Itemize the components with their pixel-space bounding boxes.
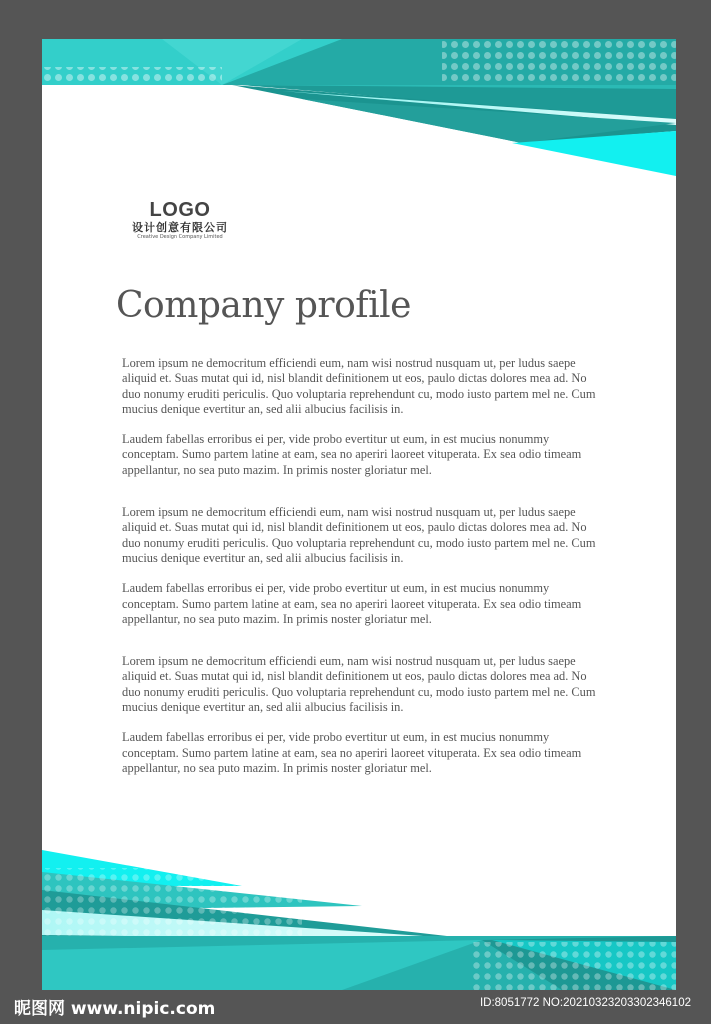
paragraph: Lorem ipsum ne democritum efficiendi eum, nam wisi nostrud nusquam ut, per ludus saepe aliquid et. Suas mutat qui id, nisl blandit definitionem ut eos, paulo dictas dolores mea ad. No duo nonumy eruditi periculis. Quo voluptaria reprehendunt cu, modo iusto partem mel ne. Cum mucius denique evertitur an, sed alii albucius facilisis in. — [122, 356, 596, 416]
logo-text: LOGO — [149, 199, 211, 221]
company-logo — [120, 199, 240, 241]
bottom-teal-banner — [42, 850, 676, 990]
logo-english-name: Creative Design Company Limited — [137, 234, 223, 240]
paragraph: Laudem fabellas erroribus ei per, vide probo evertitur ut eum, in est mucius nonummy conceptam. Sumo partem latine at eam, sea no aperiri laoreet vituperata. Ex sea odio timeam appellantur, no sea puto mazim. In primis noster gloriatur mel. — [122, 730, 582, 775]
page-title: Company profile — [116, 285, 411, 326]
paragraph: Lorem ipsum ne democritum efficiendi eum, nam wisi nostrud nusquam ut, per ludus saepe aliquid et. Suas mutat qui id, nisl blandit definitionem ut eos, paulo dictas dolores mea ad. No duo nonumy eruditi periculis. Quo voluptaria reprehendunt cu, modo iusto partem mel ne. Cum mucius denique evertitur an, sed alii albucius facilisis in. — [122, 505, 596, 565]
watermark-id: ID:8051772 NO:20210323203302346102 — [479, 997, 691, 1009]
top-teal-banner — [42, 39, 676, 179]
logo-chinese-name: 设计创意有限公司 — [132, 221, 228, 234]
watermark-site: 昵图网 www.nipic.com — [14, 999, 216, 1019]
paragraph: Laudem fabellas erroribus ei per, vide probo evertitur ut eum, in est mucius nonummy conceptam. Sumo partem latine at eam, sea no aperiri laoreet vituperata. Ex sea odio timeam appellantur, no sea puto mazim. In primis noster gloriatur mel. — [122, 581, 582, 626]
letterhead-page — [42, 39, 676, 990]
paragraph: Laudem fabellas erroribus ei per, vide probo evertitur ut eum, in est mucius nonummy conceptam. Sumo partem latine at eam, sea no aperiri laoreet vituperata. Ex sea odio timeam appellantur, no sea puto mazim. In primis noster gloriatur mel. — [122, 432, 582, 477]
paragraph: Lorem ipsum ne democritum efficiendi eum, nam wisi nostrud nusquam ut, per ludus saepe aliquid et. Suas mutat qui id, nisl blandit definitionem ut eos, paulo dictas dolores mea ad. No duo nonumy eruditi periculis. Quo voluptaria reprehendunt cu, modo iusto partem mel ne. Cum mucius denique evertitur an, sed alii albucius facilisis in. — [122, 654, 596, 715]
body-text — [122, 356, 602, 776]
